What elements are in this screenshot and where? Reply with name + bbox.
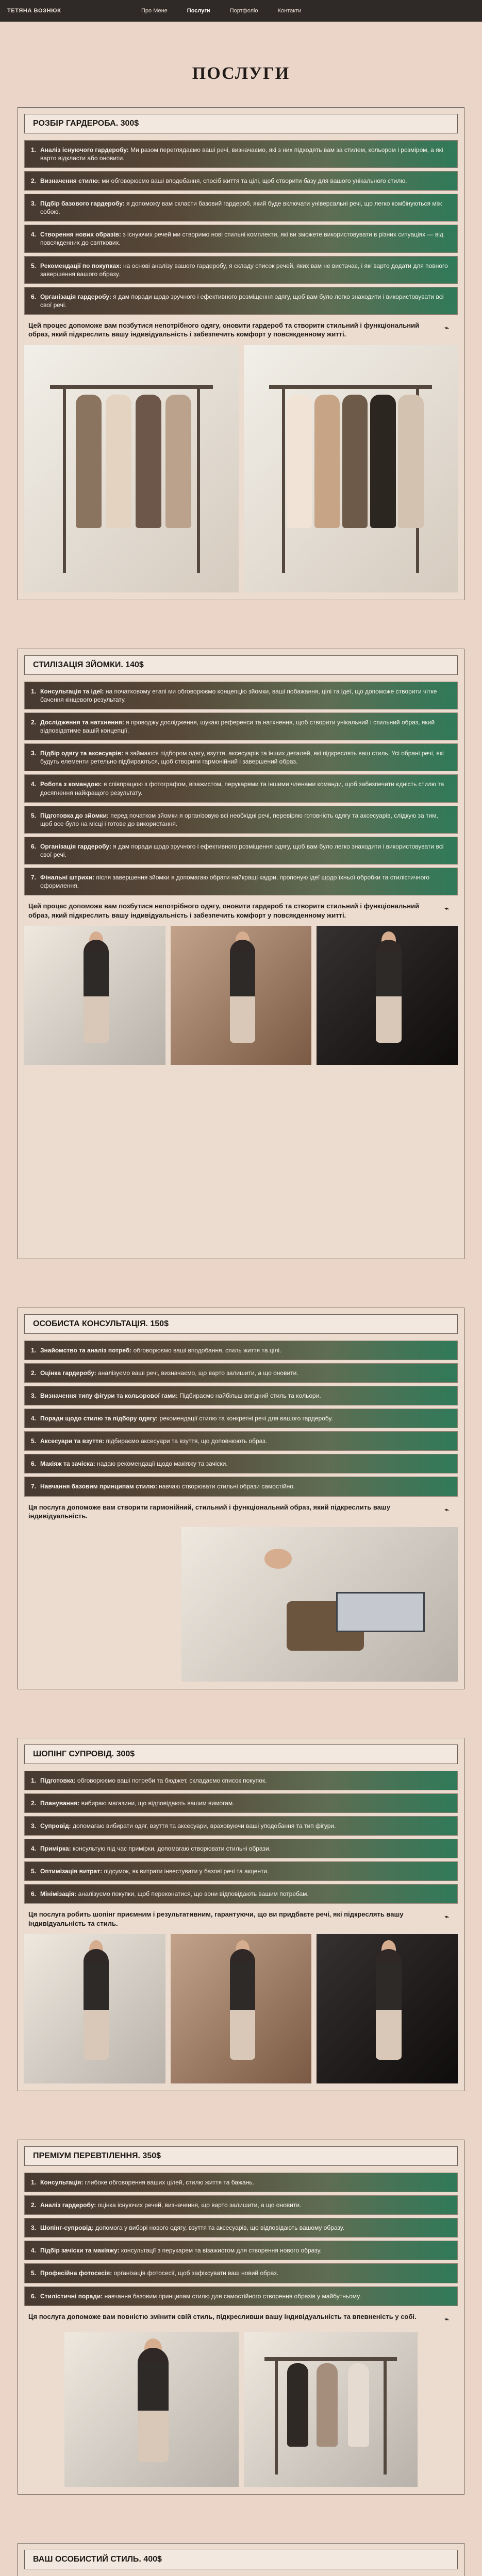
service-title: ВАШ ОСОБИСТИЙ СТИЛЬ. 400$ xyxy=(24,2550,458,2569)
item-number: 6. xyxy=(31,1460,37,1468)
service-photoshoot-styling xyxy=(18,649,464,1259)
wardrobe-photo-gallery xyxy=(24,339,458,592)
service-items xyxy=(24,2173,458,2306)
item-description: обговорюємо ваші потреби та бюджет, складаємо список покупок. xyxy=(77,1776,267,1784)
item-title: Дослідження та натхнення: xyxy=(40,719,124,726)
item-description: підбираємо аксесуари та взуття, що доповнюють образ. xyxy=(106,1437,268,1445)
service-premium-transformation xyxy=(18,2140,464,2494)
service-items xyxy=(24,682,458,895)
item-title: Супровід: xyxy=(40,1822,71,1829)
item-title: Планування: xyxy=(40,1799,80,1807)
item-title: Аксесуари та взуття: xyxy=(40,1437,105,1445)
service-title: СТИЛІЗАЦІЯ ЗЙОМКИ. 140$ xyxy=(24,655,458,675)
consultation-desk-photo xyxy=(181,1527,458,1682)
service-title: ПРЕМІУМ ПЕРЕВТІЛЕННЯ. 350$ xyxy=(24,2146,458,2166)
item-description: на основі аналізу вашого гардеробу, я складу список речей, яких вам не вистачає, і які варто додати для повного завершення вашого образу. xyxy=(40,262,448,278)
item-description: вибираю магазини, що відповідають вашим вимогам. xyxy=(81,1799,235,1807)
item-description: глибоке обговорення ваших цілей, стилю життя та бажань. xyxy=(85,2179,254,2187)
service-item xyxy=(24,1431,458,1451)
item-title: Підбір зачіски та макіяжу: xyxy=(40,2247,120,2255)
consultation-photo xyxy=(24,1521,458,1682)
service-item xyxy=(24,194,458,222)
service-item xyxy=(24,1884,458,1904)
service-item xyxy=(24,225,458,252)
item-number: 4. xyxy=(31,1415,37,1422)
service-item xyxy=(24,806,458,834)
service-personal-consultation xyxy=(18,1308,464,1689)
model-photo xyxy=(317,926,458,1065)
clothing-rack-photo xyxy=(244,345,458,592)
service-summary: Ця послуга допоможе вам повністю змінити свій стиль, підкресливши вашу індивідуальність та впевненість у собі. ⌁ xyxy=(24,2306,458,2326)
item-number: 2. xyxy=(31,719,37,726)
item-title: Підготовка до зйомки: xyxy=(40,811,109,819)
service-item xyxy=(24,2218,458,2238)
service-title: РОЗБІР ГАРДЕРОБА. 300$ xyxy=(24,114,458,133)
item-number: 6. xyxy=(31,842,37,850)
service-item xyxy=(24,1454,458,1473)
item-title: Організація гардеробу: xyxy=(40,293,111,300)
service-item xyxy=(24,2173,458,2192)
item-number: 6. xyxy=(31,1890,37,1897)
wardrobe-rack-photo xyxy=(24,345,239,592)
shopping-photo xyxy=(317,1934,458,2083)
service-item xyxy=(24,1341,458,1360)
service-item xyxy=(24,140,458,168)
arrow-icon[interactable]: ⌁ xyxy=(444,1912,449,1921)
item-number: 5. xyxy=(31,1867,37,1875)
service-item xyxy=(24,1816,458,1836)
item-description: на початковому етапі ми обговорюємо концепцію зйомки, ваші побажання, цілі та ідеї, що допоможе створити чітке бачення кінцевого результату. xyxy=(40,687,437,704)
item-title: Робота з командою: xyxy=(40,781,102,788)
item-description: Підбираємо найбільш вигідний стиль та кольори. xyxy=(179,1392,321,1400)
nav-about[interactable]: Про Мене xyxy=(141,8,168,14)
service-item xyxy=(24,774,458,802)
item-description: я проводжу дослідження, шукаю референси та натхнення, щоб створити унікальний і стильний образ, який відповідатиме вашій концепції. xyxy=(40,719,435,735)
item-number: 7. xyxy=(31,873,37,881)
item-title: Підбір одягу та аксесуарів: xyxy=(40,750,124,757)
item-number: 3. xyxy=(31,1822,37,1829)
service-item xyxy=(24,1793,458,1813)
item-description: підсумок, як витрати інвестувати у базові речі та акценти. xyxy=(104,1867,269,1875)
service-item xyxy=(24,1771,458,1790)
item-title: Підбір базового гардеробу: xyxy=(40,200,125,208)
item-number: 3. xyxy=(31,200,37,208)
item-description: консультації з перукарем та візажистом для створення нового образу. xyxy=(121,2247,322,2255)
item-title: Визначення стилю: xyxy=(40,177,100,185)
item-description: допомагаю вибирати одяг, взуття та аксесуари, враховуючи ваші уподобання та тип фігури. xyxy=(72,1822,336,1829)
item-number: 7. xyxy=(31,1483,37,1490)
item-description: аналізуємо покупки, щоб переконатися, що вони відповідають вашим потребам. xyxy=(78,1890,309,1897)
item-description: я співпрацюю з фотографом, візажистом, перукарями та іншими членами команди, щоб забезпечити єдність стилю та досягнення найкращого результату. xyxy=(40,781,444,796)
photoshoot-gallery xyxy=(24,920,458,1065)
service-item xyxy=(24,713,458,740)
item-number: 2. xyxy=(31,1799,37,1807)
page-title: ПОСЛУГИ xyxy=(192,64,290,83)
item-number: 5. xyxy=(31,2269,37,2277)
top-navigation xyxy=(0,0,482,22)
service-summary: Цей процес допоможе вам позбутися непотрібного одягу, оновити гардероб та створити стильний і функціональний образ, який підкреслить вашу індивідуальність і забезпечить комфорт у повсякденному житті. ⌁ xyxy=(24,315,458,339)
service-item xyxy=(24,2286,458,2306)
item-description: після завершення зйомки я допомагаю обрати найкращі кадри, пропоную ідеї щодо їхньої обробки та стилістичного оформлення. xyxy=(40,873,430,889)
service-item xyxy=(24,743,458,771)
item-title: Підготовка: xyxy=(40,1776,76,1784)
premium-gallery xyxy=(24,2326,458,2487)
item-description: оцінка існуючих речей, визначення, що варто залишити, а що оновити. xyxy=(97,2201,302,2209)
item-title: Мінімізація: xyxy=(40,1890,77,1897)
item-number: 5. xyxy=(31,1437,37,1445)
item-number: 3. xyxy=(31,1392,37,1400)
item-number: 4. xyxy=(31,781,37,788)
mirror-photo xyxy=(64,2332,239,2487)
shopping-photo xyxy=(24,1934,165,2083)
item-title: Оптимізація витрат: xyxy=(40,1867,103,1875)
service-item xyxy=(24,1861,458,1881)
service-personal-style xyxy=(18,2543,464,2576)
service-item xyxy=(24,1477,458,1496)
item-title: Рекомендації по покупках: xyxy=(40,262,122,269)
service-shopping-support xyxy=(18,1738,464,2092)
item-number: 1. xyxy=(31,2179,37,2187)
item-title: Стилістичні поради: xyxy=(40,2292,103,2300)
item-title: Шопінг-супровід: xyxy=(40,2224,94,2232)
arrow-icon[interactable]: ⌁ xyxy=(444,904,449,913)
service-item xyxy=(24,1363,458,1383)
item-title: Аналіз існуючого гардеробу: xyxy=(40,146,129,154)
service-summary: Ця послуга допоможе вам створити гармонійний, стильний і функціональний образ, який підкреслить вашу індивідуальність. ⌁ xyxy=(24,1497,458,1521)
item-title: Професійна фотосесія: xyxy=(40,2269,112,2277)
item-title: Створення нових образів: xyxy=(40,231,121,239)
item-description: надаю рекомендації щодо макіяжу та зачіски. xyxy=(97,1460,228,1468)
item-title: Макіяж та зачіска: xyxy=(40,1460,95,1468)
item-description: обговорюємо ваші вподобання, стиль життя та цілі. xyxy=(133,1346,281,1354)
item-number: 1. xyxy=(31,1346,37,1354)
item-number: 3. xyxy=(31,750,37,757)
item-number: 1. xyxy=(31,1776,37,1784)
arrow-icon[interactable]: ⌁ xyxy=(444,323,449,332)
item-description: Ми разом переглядаємо ваші речі, визначаємо, які з них підходять вам за стилем, кольором і розміром, а які варто відкласти або оновити. xyxy=(40,146,443,162)
service-items xyxy=(24,140,458,315)
item-description: я займаюся підбором одягу, взуття, аксесуарів та інших деталей, які підкреслять ваш стиль. Усі обрані речі, які будуть елементи ретельно підбираються, щоб створити гармонійний і завершений образ. xyxy=(40,750,444,766)
item-title: Консультація та ідеї: xyxy=(40,687,104,695)
service-item xyxy=(24,1409,458,1428)
model-photo xyxy=(24,926,165,1065)
item-description: навчання базовим принципам стилю для самостійного створення образів у майбутньому. xyxy=(104,2292,361,2300)
nav-portfolio[interactable]: Портфоліо xyxy=(229,8,258,14)
service-item xyxy=(24,171,458,191)
item-title: Поради щодо стилю та підбору одягу: xyxy=(40,1415,158,1422)
item-number: 2. xyxy=(31,2201,37,2209)
item-number: 4. xyxy=(31,231,37,239)
service-items xyxy=(24,1771,458,1904)
item-number: 2. xyxy=(31,177,37,185)
item-number: 3. xyxy=(31,2224,37,2232)
service-item xyxy=(24,1386,458,1405)
service-item xyxy=(24,287,458,315)
item-number: 6. xyxy=(31,2292,37,2300)
item-number: 1. xyxy=(31,687,37,695)
item-description: я допоможу вам скласти базовий гардероб, який буде включати універсальні речі, що легко комбінуються між собою. xyxy=(40,200,442,216)
site-logo[interactable]: ТЕТЯНА ВОЗНЮК xyxy=(7,8,61,14)
item-description: допомога у виборі нового одягу, взуття та аксесуарів, що відповідають вашому образу. xyxy=(95,2224,344,2232)
service-summary: Цей процес допоможе вам позбутися непотрібного одягу, оновити гардероб та створити стильний і функціональний образ, який підкреслить вашу індивідуальність і забезпечить комфорт у повсякденному житті. ⌁ xyxy=(24,895,458,920)
item-description: рекомендації стилю та конкретні речі для вашого гардеробу. xyxy=(159,1415,333,1422)
item-number: 5. xyxy=(31,262,37,269)
service-item xyxy=(24,1839,458,1858)
item-description: я дам поради щодо зручного і ефективного розміщення одягу, щоб вам було легко знаходити і використовувати всі свої речі. xyxy=(40,842,444,858)
service-item xyxy=(24,2263,458,2283)
item-description: консультую під час примірки, допомагаю створювати стильні образи. xyxy=(72,1844,271,1852)
item-description: перед початком зйомки я організовую всі необхідні речі, перевіряю готовність одягу та аксесуарів, слідкую за тим, щоб все було на місці і готове до використання. xyxy=(40,811,438,827)
wardrobe-photo xyxy=(244,2332,418,2487)
item-title: Аналіз гардеробу: xyxy=(40,2201,96,2209)
shopping-gallery xyxy=(24,1928,458,2083)
model-photo xyxy=(171,926,312,1065)
service-title: ОСОБИСТА КОНСУЛЬТАЦІЯ. 150$ xyxy=(24,1314,458,1334)
service-item xyxy=(24,868,458,895)
item-number: 4. xyxy=(31,1844,37,1852)
service-item xyxy=(24,256,458,284)
service-title: ШОПІНГ СУПРОВІД. 300$ xyxy=(24,1744,458,1764)
item-number: 2. xyxy=(31,1369,37,1377)
item-number: 4. xyxy=(31,2247,37,2255)
item-title: Визначення типу фігури та кольорової гами: xyxy=(40,1392,178,1400)
service-item xyxy=(24,682,458,709)
item-title: Оцінка гардеробу: xyxy=(40,1369,96,1377)
item-description: організація фотосесії, щоб зафіксувати ваш новий образ. xyxy=(113,2269,279,2277)
item-description: ми обговорюємо ваші вподобання, спосіб життя та цілі, щоб створити базу для вашого унікального стилю. xyxy=(102,177,407,185)
main-nav xyxy=(141,8,301,14)
service-items xyxy=(24,1341,458,1497)
item-description: навчаю створювати стильні образи самостійно. xyxy=(159,1483,295,1490)
service-summary: Ця послуга робить шопінг приємним і результативним, гарантуючи, що ви придбаєте речі, які підкреслять вашу індивідуальність та стиль. ⌁ xyxy=(24,1904,458,1928)
item-title: Організація гардеробу: xyxy=(40,842,111,850)
item-description: аналізуємо ваші речі, визначаємо, що варто залишити, а що оновити. xyxy=(98,1369,298,1377)
item-number: 1. xyxy=(31,146,37,154)
item-number: 6. xyxy=(31,293,37,300)
item-title: Примірка: xyxy=(40,1844,71,1852)
nav-contacts[interactable]: Контакти xyxy=(277,8,302,14)
item-description: я дам поради щодо зручного і ефективного розміщення одягу, щоб вам було легко знаходити і використовувати всі свої речі. xyxy=(40,293,444,309)
item-title: Навчання базовим принципам стилю: xyxy=(40,1483,157,1490)
service-item xyxy=(24,837,458,865)
shopping-photo xyxy=(171,1934,312,2083)
service-item xyxy=(24,2241,458,2260)
item-title: Знайомство та аналіз потреб: xyxy=(40,1346,132,1354)
service-wardrobe-analysis xyxy=(18,107,464,600)
service-item xyxy=(24,2195,458,2215)
item-number: 5. xyxy=(31,811,37,819)
item-title: Фінальні штрихи: xyxy=(40,873,95,881)
arrow-icon[interactable]: ⌁ xyxy=(444,1505,449,1514)
item-description: з існуючих речей ми створимо нові стильні комплекти, які ви зможете використовувати в різних ситуаціях — від повсякденних до святкових. xyxy=(40,231,443,247)
arrow-icon[interactable]: ⌁ xyxy=(444,2314,449,2323)
item-title: Консультація: xyxy=(40,2179,84,2187)
nav-services[interactable]: Послуги xyxy=(187,8,210,14)
